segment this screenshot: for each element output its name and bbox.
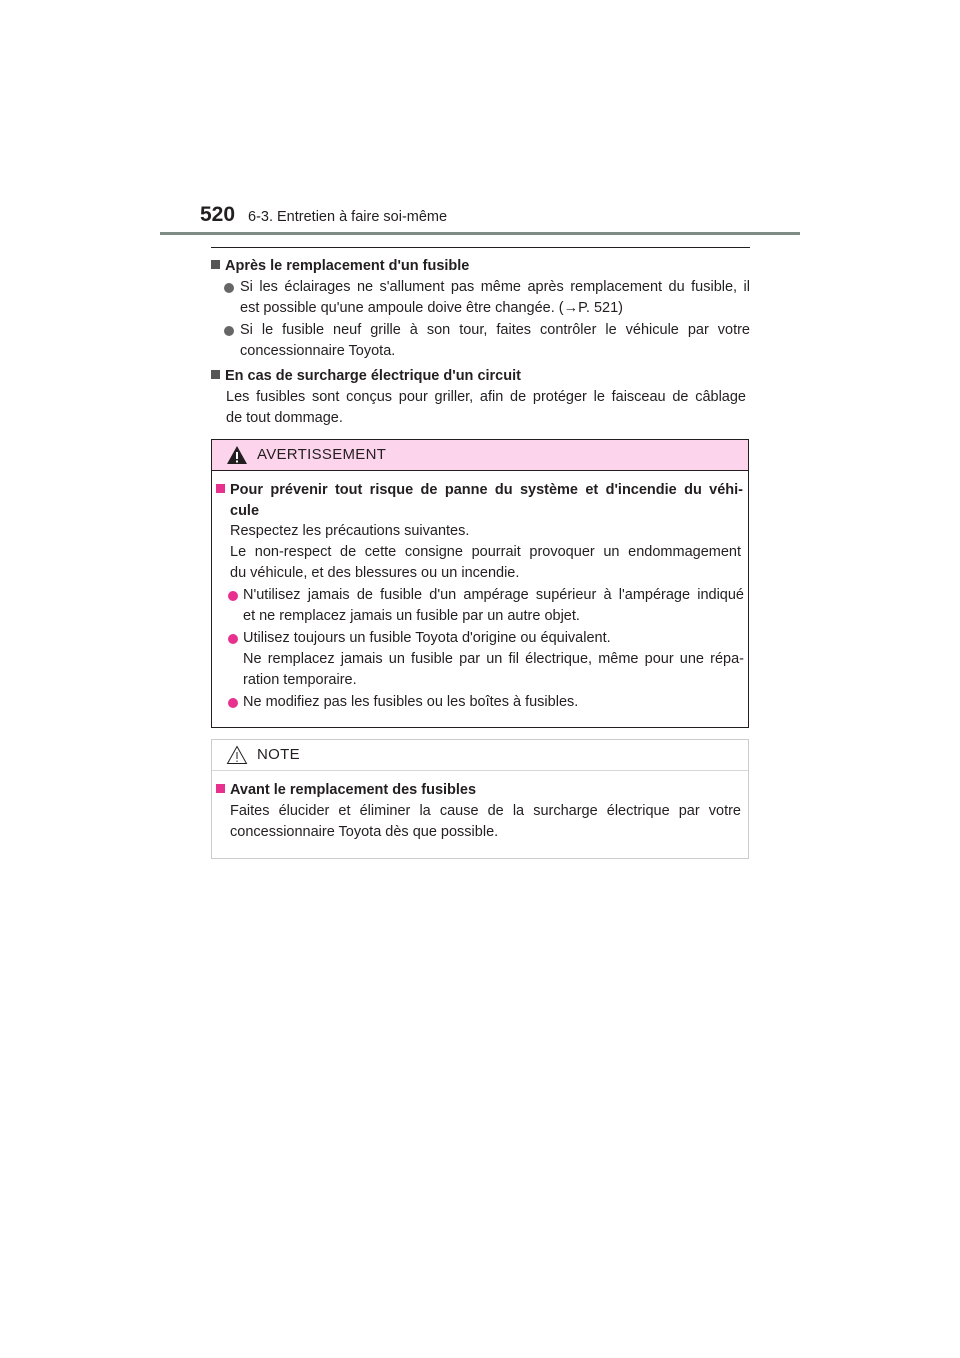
note-header <box>212 740 748 771</box>
list-item: Si les éclairages ne s'allument pas même après remplacement du fusible, il est possible qu'une ampoule doive être changée. (→P. 521) <box>240 279 750 316</box>
note-text: Faites élucider et éliminer la cause de la surcharge électrique par votre concessionnaire Toyota dès que possible. <box>230 803 741 840</box>
round-bullet-icon <box>224 283 234 293</box>
section-rule <box>211 247 750 248</box>
warning-triangle-icon <box>226 445 248 465</box>
header-rule <box>160 232 800 235</box>
chapter-title: 6-3. Entretien à faire soi-même <box>248 209 448 225</box>
square-bullet-icon <box>216 784 225 793</box>
square-bullet-icon <box>216 484 225 493</box>
note-heading: Avant le remplacement des fusibles <box>216 782 476 798</box>
warning-label: AVERTISSEMENT <box>257 446 387 463</box>
warning-heading: Pour prévenir tout risque de panne du système et d'incendie du véhi- cule <box>216 480 743 522</box>
warning-list-item: Utilisez toujours un fusible Toyota d'origine ou équivalent. Ne remplacez jamais un fusible par un fil électrique, même pour une répa- ration temporaire. <box>243 630 744 688</box>
round-bullet-icon <box>228 634 238 644</box>
page-number: 520 <box>200 203 236 226</box>
warning-list-item: Ne modifiez pas les fusibles ou les boîtes à fusibles. <box>243 694 579 710</box>
section-heading-overload: En cas de surcharge électrique d'un circuit <box>211 368 521 384</box>
list-item: Si le fusible neuf grille à son tour, faites contrôler le véhicule par votre concessionnaire Toyota. <box>240 322 750 359</box>
square-bullet-icon <box>211 260 220 269</box>
note-label: NOTE <box>257 746 300 763</box>
round-bullet-icon <box>224 326 234 336</box>
warning-header <box>212 440 748 471</box>
caution-triangle-icon <box>226 745 248 765</box>
round-bullet-icon <box>228 698 238 708</box>
round-bullet-icon <box>228 591 238 601</box>
square-bullet-icon <box>211 370 220 379</box>
section-heading-after-replacement: Après le remplacement d'un fusible <box>211 258 469 274</box>
overload-text: Les fusibles sont conçus pour griller, afin de protéger le faisceau de câblage de tout dommage. <box>226 389 746 426</box>
warning-list-item: N'utilisez jamais de fusible d'un ampérage supérieur à l'ampérage indiqué et ne remplacez jamais un fusible par un autre objet. <box>243 587 744 624</box>
warning-intro: Respectez les précautions suivantes. Le non-respect de cette consigne pourrait provoquer un endommagement du véhicule, et des blessures ou un incendie. <box>230 523 741 581</box>
